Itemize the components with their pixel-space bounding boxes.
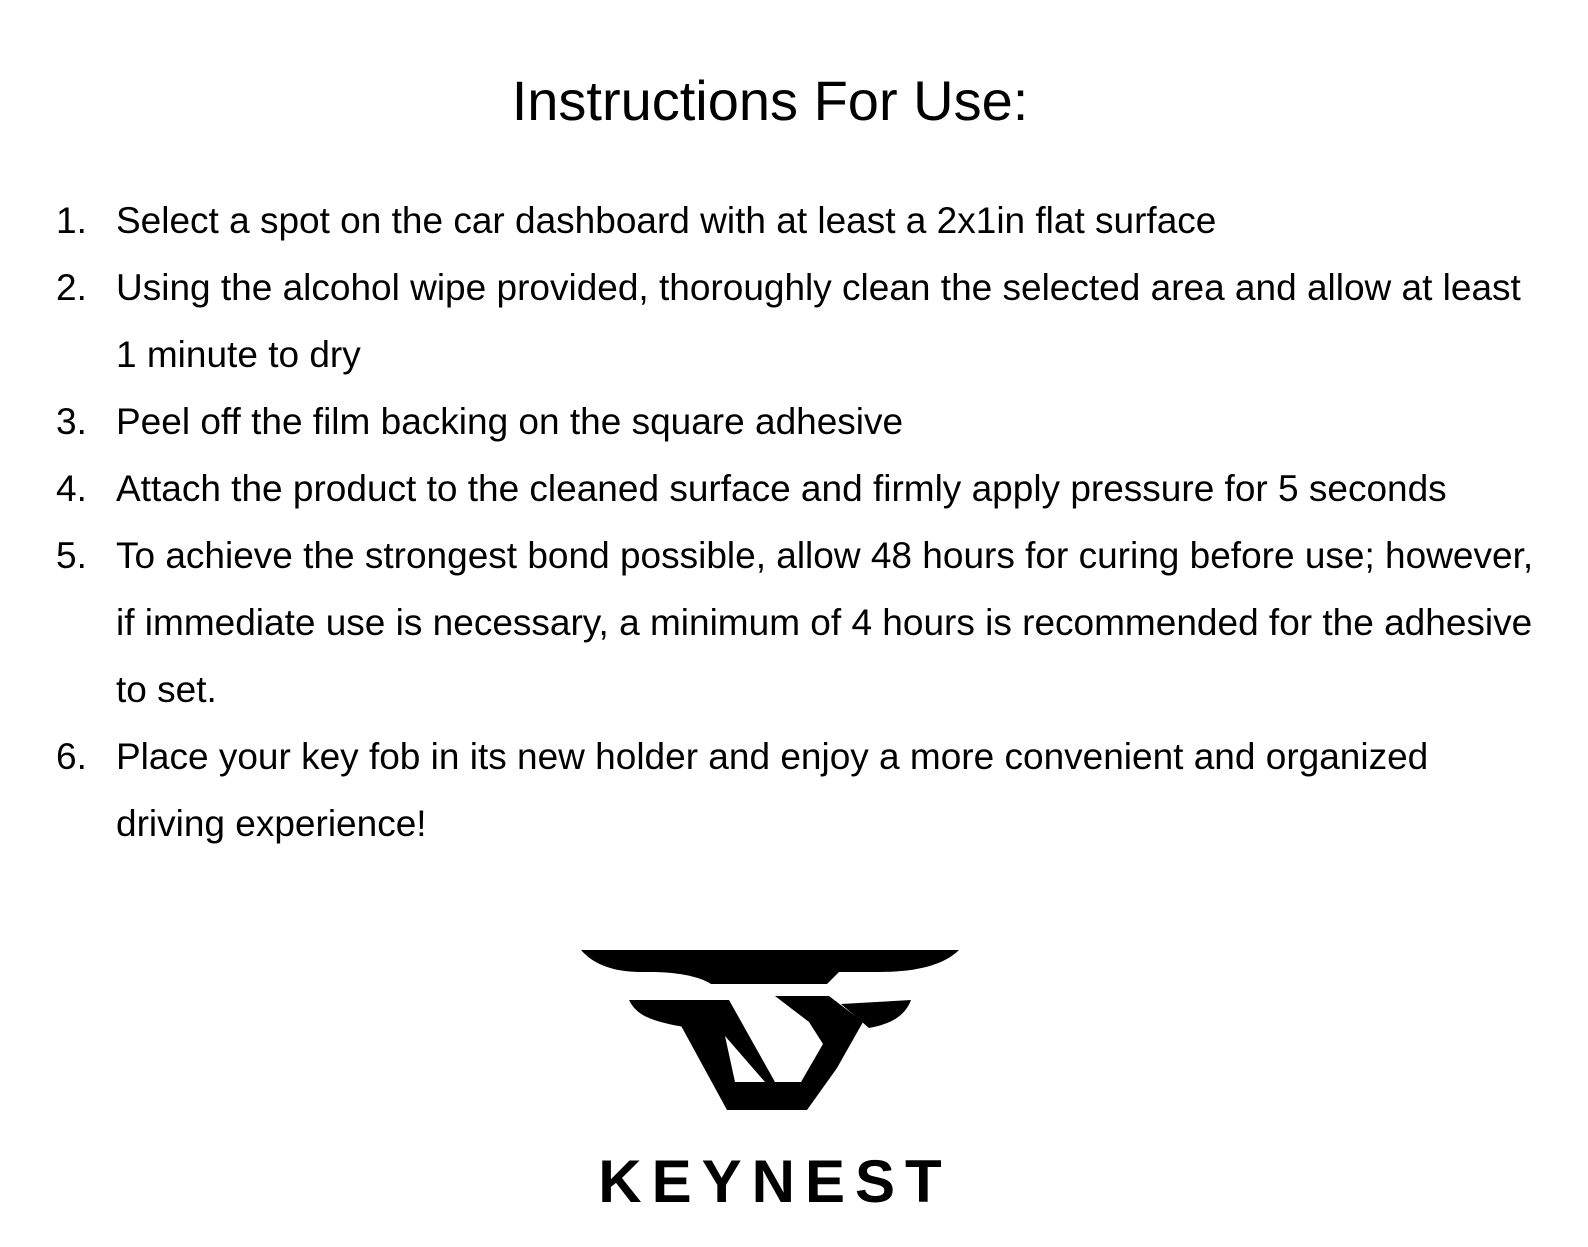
step-text: Attach the product to the cleaned surface and firmly apply pressure for 5 seconds	[116, 468, 1447, 509]
brand-name: KEYNEST	[598, 1148, 952, 1215]
list-item	[56, 388, 1546, 455]
step-text: Using the alcohol wipe provided, thoroughly clean the selected area and allow at least 1 minute to dry	[116, 267, 1521, 375]
step-text: To achieve the strongest bond possible, allow 48 hours for curing before use; however, if immediate use is necessary, a minimum of 4 hours is recommended for the adhesive to set.	[116, 535, 1534, 710]
instructions-list	[56, 187, 1546, 857]
list-item	[56, 254, 1546, 388]
list-item	[56, 522, 1546, 723]
step-text: Select a spot on the car dashboard with at least a 2x1in flat surface	[116, 200, 1217, 241]
list-item	[56, 723, 1546, 857]
step-number: 5.	[56, 535, 87, 576]
list-item	[56, 187, 1546, 254]
keynest-logo-icon	[579, 950, 961, 1120]
step-number: 3.	[56, 401, 87, 442]
brand-logo	[0, 950, 1540, 1214]
step-number: 1.	[56, 200, 87, 241]
step-number: 2.	[56, 267, 87, 308]
step-text: Place your key fob in its new holder and enjoy a more convenient and organized driving experience!	[116, 736, 1429, 844]
step-number: 6.	[56, 736, 87, 777]
step-text: Peel off the film backing on the square adhesive	[116, 401, 904, 442]
list-item	[56, 455, 1546, 522]
page-title: Instructions For Use:	[511, 69, 1029, 132]
step-number: 4.	[56, 468, 87, 509]
